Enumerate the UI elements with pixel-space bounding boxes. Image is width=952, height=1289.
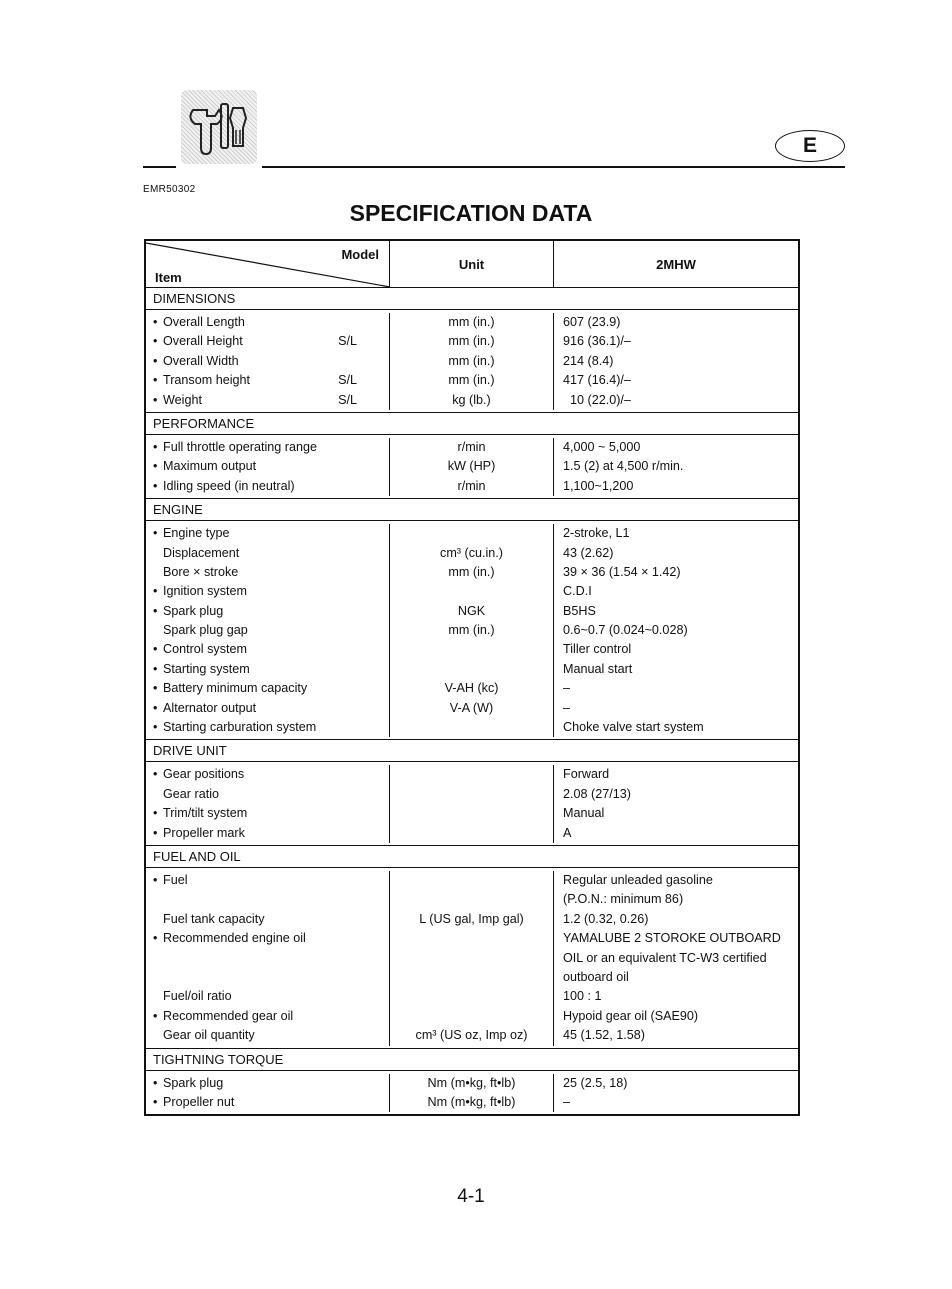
unit-cell: [390, 660, 553, 679]
item-name: • Transom height: [153, 371, 338, 390]
item-cell: [146, 602, 389, 621]
item-name: • Recommended engine oil: [153, 929, 357, 948]
value-cell: 1.5 (2) at 4,500 r/min.: [563, 459, 684, 474]
item-name: [163, 949, 357, 968]
value-column: [554, 871, 798, 1046]
unit-cell: Nm (m•kg, ft•lb): [427, 1075, 516, 1090]
item-name: • Recommended gear oil: [153, 1007, 357, 1026]
item-name: Gear ratio: [163, 786, 219, 801]
item-cell: [146, 824, 389, 843]
language-badge: E: [775, 130, 845, 162]
value-cell: outboard oil: [563, 969, 629, 984]
item-label: Item: [155, 270, 182, 285]
unit-cell: V-A (W): [449, 700, 494, 715]
section-body: [146, 868, 798, 1049]
unit-cell: [390, 890, 553, 909]
item-name: Fuel/oil ratio: [163, 989, 232, 1004]
section-body: [146, 1071, 798, 1115]
item-name: • Spark plug: [153, 1074, 357, 1093]
unit-cell: Nm (m•kg, ft•lb): [427, 1094, 516, 1109]
header-rule-right: [262, 166, 845, 168]
unit-cell: [390, 804, 553, 823]
item-cell: [146, 871, 389, 890]
value-cell: Hypoid gear oil (SAE90): [563, 1008, 699, 1023]
value-cell: (P.O.N.: minimum 86): [563, 892, 684, 907]
item-cell: [146, 582, 389, 601]
item-name: • Propeller nut: [153, 1093, 357, 1112]
section-body: [146, 435, 798, 499]
unit-cell: mm (in.): [448, 564, 495, 579]
item-name: • Full throttle operating range: [153, 438, 357, 457]
item-name: • Fuel: [153, 871, 357, 890]
value-cell: 0.6~0.7 (0.024~0.028): [563, 623, 688, 638]
unit-column: [390, 765, 554, 843]
section-title: DRIVE UNIT: [146, 740, 798, 762]
item-cell: [146, 949, 389, 968]
item-name: [163, 968, 357, 987]
unit-column: [390, 438, 554, 496]
unit-column: [390, 1074, 554, 1113]
value-cell: Regular unleaded gasoline: [563, 872, 713, 887]
item-cell: [146, 660, 389, 679]
unit-cell: [390, 1007, 553, 1026]
value-cell: A: [563, 825, 572, 840]
unit-column: [390, 313, 554, 410]
unit-cell: [390, 968, 553, 987]
unit-cell: L (US gal, Imp gal): [419, 911, 524, 926]
unit-cell: [390, 785, 553, 804]
item-note: S/L: [338, 373, 357, 388]
section-title: PERFORMANCE: [146, 413, 798, 435]
value-column: [554, 438, 798, 496]
item-cell: [146, 785, 389, 804]
item-name: • Idling speed (in neutral): [153, 477, 357, 496]
item-name: • Alternator output: [153, 699, 357, 718]
value-cell: Choke valve start system: [563, 720, 704, 735]
model-label: Model: [341, 247, 379, 262]
unit-cell: mm (in.): [448, 373, 495, 388]
value-cell: 100 : 1: [563, 989, 602, 1004]
unit-cell: [390, 929, 553, 948]
item-cell: [146, 1074, 389, 1093]
item-cell: [146, 457, 389, 476]
section-title: TIGHTNING TORQUE: [146, 1049, 798, 1071]
unit-cell: [390, 524, 553, 543]
value-cell: –: [563, 681, 571, 696]
item-name: • Engine type: [153, 524, 357, 543]
item-name: • Control system: [153, 640, 357, 659]
value-cell: 10 (22.0)/–: [570, 392, 631, 407]
value-cell: Forward: [563, 767, 610, 782]
header-item-model-cell: [146, 241, 390, 287]
item-note: S/L: [338, 392, 357, 407]
item-name: Displacement: [163, 545, 240, 560]
item-cell: [146, 929, 389, 948]
value-cell: 43 (2.62): [563, 545, 614, 560]
specification-table: [144, 239, 800, 1116]
item-cell: [146, 332, 389, 351]
unit-cell: cm³ (cu.in.): [440, 545, 503, 560]
unit-cell: [390, 949, 553, 968]
item-cell: [146, 313, 389, 332]
item-column: [146, 313, 390, 410]
item-note: S/L: [338, 334, 357, 349]
item-cell: [146, 699, 389, 718]
item-name: Bore × stroke: [163, 564, 239, 579]
item-cell: [146, 968, 389, 987]
unit-cell: mm (in.): [448, 334, 495, 349]
item-name: Fuel tank capacity: [163, 911, 265, 926]
value-cell: YAMALUBE 2 STOROKE OUTBOARD: [563, 931, 781, 946]
item-name: • Spark plug: [153, 602, 357, 621]
item-name: Gear oil quantity: [163, 1028, 255, 1043]
unit-cell: kg (lb.): [452, 392, 491, 407]
item-name: • Starting system: [153, 660, 357, 679]
unit-cell: mm (in.): [448, 315, 495, 329]
unit-cell: [390, 640, 553, 659]
item-cell: [146, 477, 389, 496]
unit-cell: r/min: [457, 478, 486, 493]
item-cell: [146, 621, 389, 640]
value-cell: 607 (23.9): [563, 315, 621, 329]
item-cell: [146, 987, 389, 1006]
item-column: [146, 524, 390, 737]
value-cell: C.D.I: [563, 584, 592, 599]
unit-column: [390, 524, 554, 737]
model-value-header: 2MHW: [656, 256, 696, 272]
value-cell: Tiller control: [563, 642, 632, 657]
unit-cell: [390, 824, 553, 843]
item-cell: [146, 544, 389, 563]
item-name: • Propeller mark: [153, 824, 357, 843]
table-header: [146, 241, 798, 288]
item-name: Spark plug gap: [163, 623, 248, 638]
item-name: • Trim/tilt system: [153, 804, 357, 823]
item-cell: [146, 391, 389, 410]
item-cell: [146, 890, 389, 909]
value-column: [554, 524, 798, 737]
wrench-and-tools-icon: [181, 90, 257, 164]
item-cell: [146, 438, 389, 457]
value-column: [554, 1074, 798, 1113]
section-body: [146, 310, 798, 413]
unit-cell: mm (in.): [448, 353, 495, 368]
section-title: DIMENSIONS: [146, 288, 798, 310]
item-cell: [146, 765, 389, 784]
item-cell: [146, 563, 389, 582]
item-name: • Starting carburation system: [153, 718, 357, 737]
value-cell: 1,100~1,200: [563, 478, 634, 493]
item-name: • Weight: [153, 391, 338, 410]
item-cell: [146, 804, 389, 823]
item-name: [163, 890, 357, 909]
value-cell: 2-stroke, L1: [563, 526, 630, 541]
unit-cell: [390, 765, 553, 784]
unit-cell: [390, 871, 553, 890]
unit-cell: [390, 987, 553, 1006]
item-name: • Battery minimum capacity: [153, 679, 357, 698]
value-cell: 1.2 (0.32, 0.26): [563, 911, 649, 926]
unit-cell: [390, 582, 553, 601]
value-cell: –: [563, 1094, 571, 1109]
value-cell: OIL or an equivalent TC-W3 certified: [563, 950, 767, 965]
item-cell: [146, 679, 389, 698]
item-name: • Overall Width: [153, 352, 357, 371]
item-cell: [146, 1093, 389, 1112]
unit-cell: cm³ (US oz, Imp oz): [415, 1028, 528, 1043]
item-column: [146, 438, 390, 496]
value-cell: 25 (2.5, 18): [563, 1075, 628, 1090]
value-cell: 4,000 ~ 5,000: [563, 439, 641, 454]
unit-header: Unit: [390, 241, 554, 287]
value-cell: 45 (1.52, 1.58): [563, 1028, 645, 1043]
section-body: [146, 762, 798, 846]
value-cell: 417 (16.4)/–: [563, 373, 631, 388]
value-cell: 214 (8.4): [563, 353, 614, 368]
item-cell: [146, 718, 389, 737]
item-column: [146, 765, 390, 843]
value-cell: 916 (36.1)/–: [563, 334, 631, 349]
item-cell: [146, 1026, 389, 1045]
item-name: • Gear positions: [153, 765, 357, 784]
unit-cell: kW (HP): [447, 459, 496, 474]
item-column: [146, 1074, 390, 1113]
item-name: • Ignition system: [153, 582, 357, 601]
value-cell: B5HS: [563, 603, 596, 618]
value-cell: 39 × 36 (1.54 × 1.42): [563, 564, 681, 579]
item-cell: [146, 524, 389, 543]
value-column: [554, 765, 798, 843]
value-cell: 2.08 (27/13): [563, 786, 631, 801]
page-number: 4-1: [457, 1186, 485, 1207]
item-name: • Overall Length: [153, 313, 357, 332]
unit-column: [390, 871, 554, 1046]
item-column: [146, 871, 390, 1046]
unit-cell: V-AH (kc): [444, 681, 499, 696]
page-title: SPECIFICATION DATA: [349, 200, 593, 226]
section-title: ENGINE: [146, 499, 798, 521]
item-cell: [146, 352, 389, 371]
item-cell: [146, 371, 389, 390]
value-cell: Manual start: [563, 661, 633, 676]
section-title: FUEL AND OIL: [146, 846, 798, 868]
header-rule-left: [143, 166, 176, 168]
unit-cell: NGK: [457, 603, 486, 618]
unit-cell: [390, 718, 553, 737]
unit-cell: r/min: [457, 439, 486, 454]
value-cell: Manual: [563, 806, 605, 821]
item-cell: [146, 1007, 389, 1026]
section-body: [146, 521, 798, 740]
unit-cell: mm (in.): [448, 623, 495, 638]
item-cell: [146, 640, 389, 659]
table-sections: [146, 288, 798, 1114]
value-column: [554, 313, 798, 410]
item-name: • Maximum output: [153, 457, 357, 476]
item-name: • Overall Height: [153, 332, 338, 351]
document-code: EMR50302: [143, 184, 196, 195]
value-cell: –: [563, 700, 571, 715]
item-cell: [146, 910, 389, 929]
